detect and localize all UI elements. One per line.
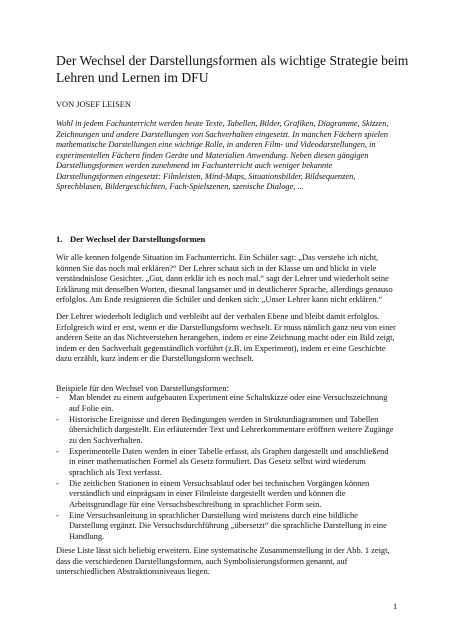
list-item-text: Historische Ereignisse und deren Bedingungen werden in Strukturdiagrammen und Tabellen übersichtlich dargestellt. Ein erläuternder Text und Lehrerkommentare eröffnen weitere Zugänge zu den Sachverhalten.: [69, 414, 394, 445]
abstract-paragraph: Wohl in jedem Fachunterricht werden heute Texte, Tabellen, Bilder, Grafiken, Diagramme, Skizzen, Zeichnungen und andere Darstellungen von Sachverhalten eingesetzt. In manchen Fächern spielen mathematische Darstellungen eine wichtige Rolle, in anderen Film- und Videodarstellungen, in experimentellen Fächern finden Geräte und Materialien Anwendung. Neben diesen gängigen Darstellungsformen werden zunehmend im Fachunterricht auch weniger bekannte Darstellungsformen eingesetzt: Filmleisten, Mind-Maps, Situationsbilder, Bildsequenzen, Sprechblasen, Bildergeschichten, Fach-Spielszenen, szenische Dialoge, ...: [56, 119, 389, 191]
author-line: VON JOSEF LEISEN: [56, 100, 131, 109]
examples-list: [56, 393, 396, 543]
document-title: Der Wechsel der Darstellungsformen als wichtige Strategie beim Lehren und Lernen im DFU: [56, 53, 409, 85]
paragraph-closing: Diese Liste lässt sich beliebig erweitern. Eine systematische Zusammenstellung in der Abb. 1 zeigt, dass die verschiedenen Darstellungsformen, auch Symbolisierungsformen genannt, auf unterschiedlichen Abstraktionsniveaus liegen.: [56, 546, 390, 576]
list-item: [56, 447, 396, 479]
list-item: [56, 511, 396, 543]
bullet-marker: -: [56, 446, 59, 456]
bullet-marker: -: [56, 414, 59, 424]
paragraph-explanation: Der Lehrer wiederholt lediglich und verbleibt auf der verbalen Ebene und bleibt damit erfolglos. Erfolgreich wird er erst, wenn er die Darstellungsform wechselt. Er muss nämlich ganz neu von einer anderen Seite an das Nichtverstehen herangehen, indem er eine Zeichnung macht oder ein Bild zeigt, indem er den Sachverhalt gegenständlich vorführt (z.B. im Experiment), indem er eine Geschichte dazu erzählt, kurz indem er die Darstellungsform wechselt.: [56, 312, 396, 363]
list-item: [56, 479, 396, 511]
section-title: Der Wechsel der Darstellungsformen: [70, 234, 206, 244]
page-number: 1: [393, 602, 398, 611]
section-number: 1.: [56, 234, 63, 244]
list-item-text: Die zeitlichen Stationen in einem Versuchsablauf oder bei technischen Vorgängen können verständlich und einprägsam in einer Filmleiste dargestellt werden und können die Arbeitsgrundlage für eine Versuchsbeschreibung in sprachlicher Form sein.: [69, 478, 370, 509]
list-item-text: Eine Versuchsanleitung in sprachlicher Darstellung wird meistens durch eine bildliche Darstellung ergänzt. Die Versuchsdurchführung „übersetzt“ die sprachliche Darstellung in eine Handlung.: [69, 510, 387, 541]
paragraph-examples-lead: Beispiele für den Wechsel von Darstellungsformen:: [56, 384, 229, 393]
bullet-marker: -: [56, 510, 59, 520]
list-item: [56, 393, 396, 414]
list-item: [56, 415, 396, 447]
list-item-text: Experimentelle Daten werden in einer Tabelle erfasst, als Graphen dargestellt und anschließend in einer mathematischen Formel als Gesetz formuliert. Das Gesetz selbst wird wiederum sprachlich als Text verfasst.: [69, 446, 389, 477]
section-heading: [56, 234, 205, 244]
list-item-text: Man blendet zu einem aufgebauten Experiment eine Schaltskizze oder eine Versuchszeichnung auf Folie ein.: [69, 393, 388, 413]
bullet-marker: -: [56, 393, 59, 402]
bullet-marker: -: [56, 478, 59, 488]
paragraph-intro: Wir alle kennen folgende Situation im Fachunterricht. Ein Schüler sagt: „Das verstehe ich nicht, können Sie das noch mal erklären?“ Der Lehrer schaut sich in der Klasse um und blickt in viele verständnislose Gesichter. „Gut, dann erklär ich es noch mal.“ sagt der Lehrer und wiederholt seine Erklärung mit denselben Worten, diesmal langsamer und in deutlicherer Sprache, allerdings genauso erfolglos. Am Ende resignieren die Schüler und denken sich: „Unser Lehrer kann nicht erklären.“: [56, 253, 393, 304]
